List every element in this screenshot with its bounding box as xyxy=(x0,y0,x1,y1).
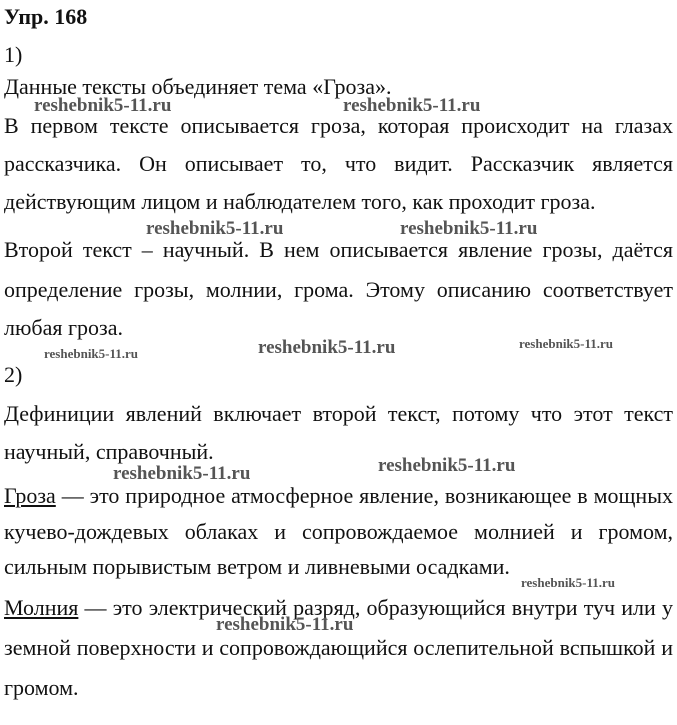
part-1-number: 1) xyxy=(4,42,23,67)
watermark: reshebnik5-11.ru xyxy=(44,346,139,361)
part-2-line-2: научный, справочный. xyxy=(4,439,214,464)
watermark: reshebnik5-11.ru xyxy=(258,337,396,358)
part-2-line-1: Дефиниции явлений включает второй текст, потому что этот текст xyxy=(4,401,673,426)
watermark: reshebnik5-11.ru xyxy=(378,455,516,476)
part-2-number: 2) xyxy=(4,362,23,387)
definition-molniya-line-2: земной поверхности и сопровождающийся ослепительной вспышкой и xyxy=(4,635,673,660)
watermark: reshebnik5-11.ru xyxy=(113,463,251,484)
part-1-line-6: определение грозы, молнии, грома. Этому описанию соответствует xyxy=(4,277,673,302)
definition-groza-text: — это природное атмосферное явление, возникающее в мощных xyxy=(55,483,673,508)
definition-groza-line-2: кучево-дождевых облаках и сопровождаемое молнией и громом, xyxy=(4,519,673,544)
part-1-line-7: любая гроза. xyxy=(4,315,123,340)
watermark: reshebnik5-11.ru xyxy=(146,218,284,239)
definition-molniya-line-3: громом. xyxy=(4,675,79,700)
part-1-line-2: В первом тексте описывается гроза, которая происходит на глазах xyxy=(4,113,673,138)
part-1-line-1: Данные тексты объединяет тема «Гроза». xyxy=(4,74,392,99)
watermark: reshebnik5-11.ru xyxy=(343,95,481,116)
watermark: reshebnik5-11.ru xyxy=(34,95,172,116)
watermark: reshebnik5-11.ru xyxy=(519,336,614,351)
watermark: reshebnik5-11.ru xyxy=(521,575,616,590)
term-groza: Гроза xyxy=(4,483,56,508)
definition-groza-line-3: сильным порывистым ветром и ливневыми осадками. xyxy=(4,554,510,579)
definition-groza-line-1 xyxy=(4,485,673,507)
term-molniya: Молния xyxy=(4,595,79,620)
watermark: reshebnik5-11.ru xyxy=(400,218,538,239)
exercise-heading: Упр. 168 xyxy=(4,4,88,29)
definition-molniya-text: — это электрический разряд, образующийся внутри туч или у xyxy=(78,595,673,620)
part-1-line-5: Второй текст – научный. В нем описывается явление грозы, даётся xyxy=(4,237,673,262)
watermark: reshebnik5-11.ru xyxy=(216,614,354,635)
part-1-line-3: рассказчика. Он описывает то, что видит. Рассказчик является xyxy=(4,151,673,176)
part-1-line-4: действующим лицом и наблюдателем того, как проходит гроза. xyxy=(4,189,596,214)
